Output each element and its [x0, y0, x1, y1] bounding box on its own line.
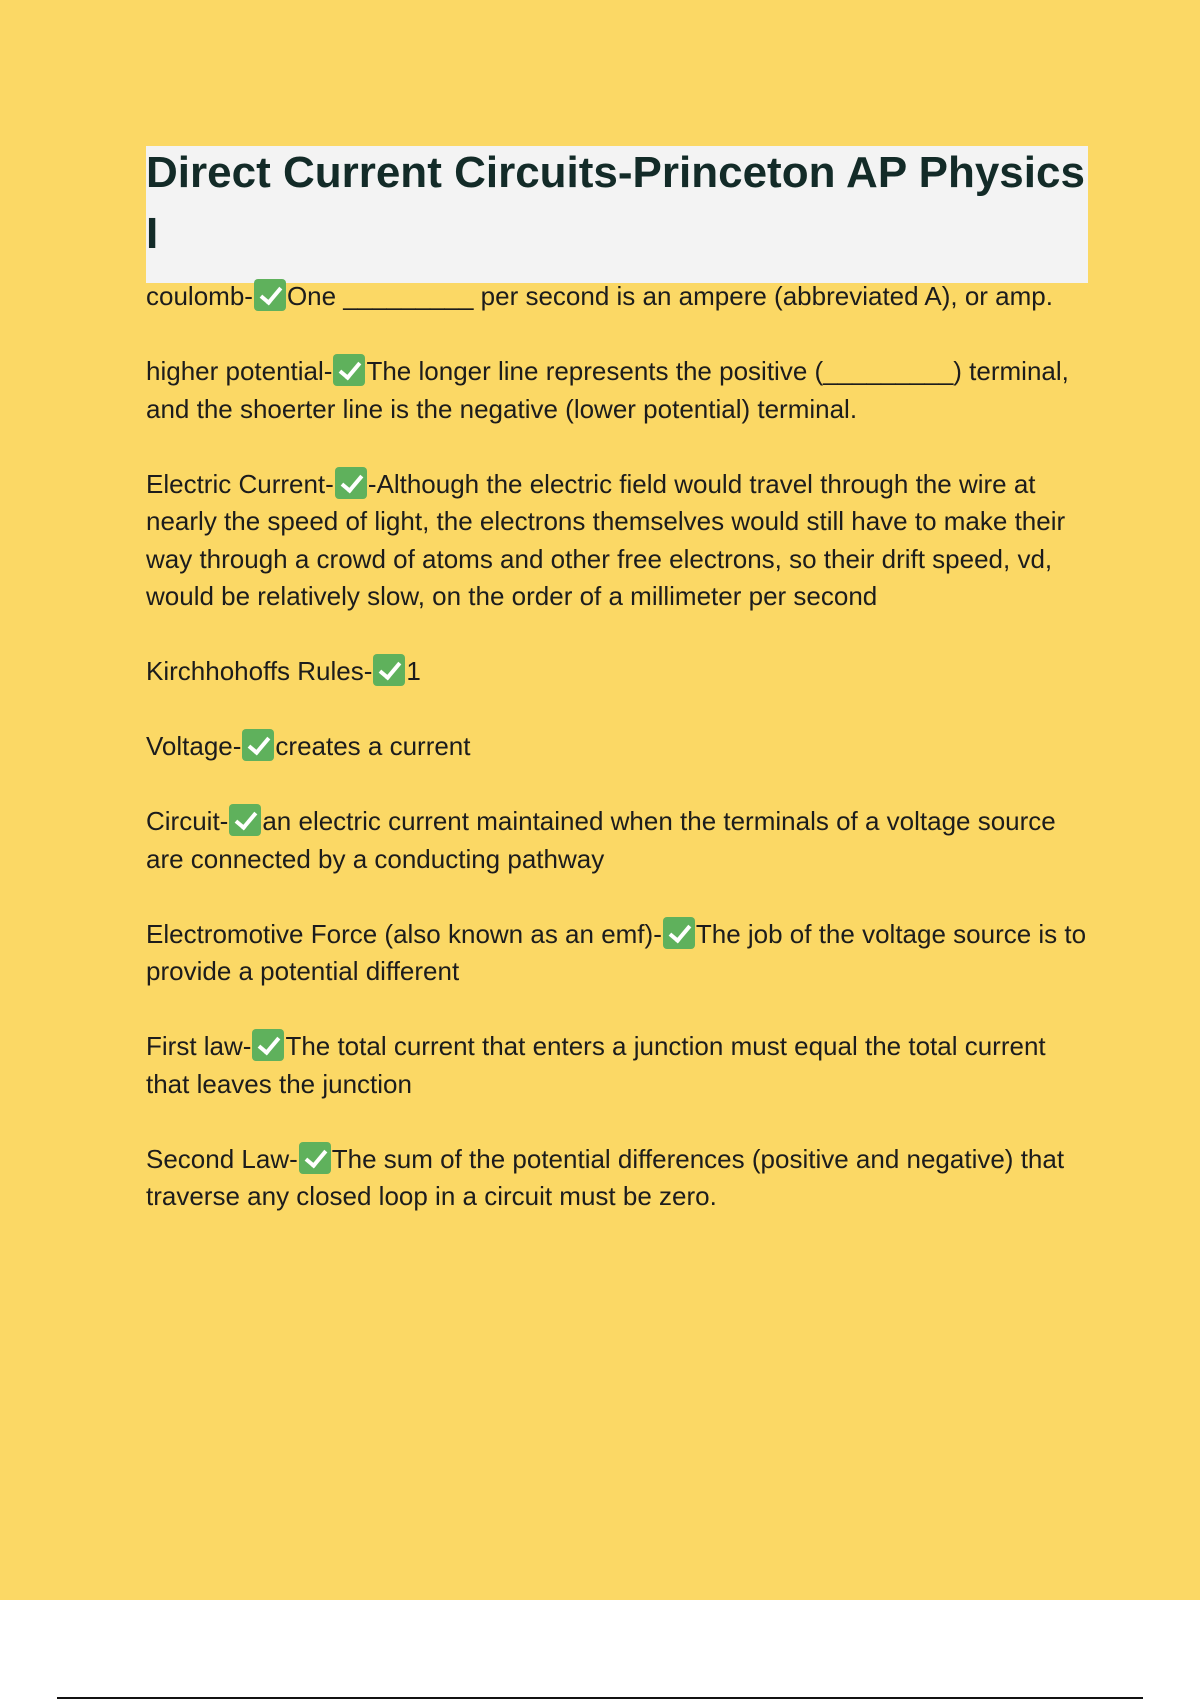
- flashcard-item: [146, 916, 1096, 991]
- card-definition: The sum of the potential differences (positive and negative) that traverse any closed loop in a circuit must be zero.: [146, 1143, 1065, 1211]
- check-mark-icon: [229, 804, 261, 836]
- card-term: Voltage-: [146, 731, 242, 761]
- flashcard-item: [146, 728, 1096, 766]
- check-mark-icon: [373, 654, 405, 686]
- footer-rule: [57, 1697, 1143, 1699]
- flashcard-item: [146, 466, 1096, 616]
- card-term: Electromotive Force (also known as an emf)-: [146, 918, 662, 949]
- check-mark-icon: [333, 354, 365, 386]
- flashcard-list: [146, 278, 1096, 1253]
- card-term: higher potential-: [146, 356, 333, 386]
- card-definition: The job of the voltage source is to provide a potential different: [146, 918, 1087, 986]
- card-term: coulomb-: [146, 281, 253, 311]
- card-definition: The longer line represents the positive (_________) terminal, and the shoerter line is the negative (lower potential) terminal.: [146, 356, 1069, 424]
- page-title: Direct Current Circuits-Princeton AP Physics I: [146, 148, 1085, 258]
- check-mark-icon: [252, 1029, 284, 1061]
- flashcard-item: [146, 278, 1096, 316]
- check-mark-icon: [242, 729, 274, 761]
- check-mark-icon: [254, 279, 286, 311]
- flashcard-item: [146, 653, 1096, 691]
- card-term: First law-: [146, 1031, 252, 1061]
- card-definition: The total current that enters a junction must equal the total current that leaves the junction: [146, 1031, 1046, 1099]
- check-mark-icon: [663, 917, 695, 949]
- flashcard-item: [146, 353, 1096, 428]
- flashcard-item: [146, 1141, 1096, 1216]
- check-mark-icon: [299, 1142, 331, 1174]
- card-definition: an electric current maintained when the terminals of a voltage source are connected by a conducting pathway: [146, 806, 1056, 874]
- check-mark-icon: [335, 467, 367, 499]
- card-definition: -Although the electric field would travel through the wire at nearly the speed of light, the electrons themselves would still have to make their way through a crowd of atoms and other free electrons, so their drift speed, vd, would be relatively slow, on the order of a millimeter per second: [146, 468, 1066, 611]
- card-term: Second Law-: [146, 1143, 298, 1174]
- card-term: Electric Current-: [146, 468, 334, 499]
- flashcard-item: [146, 803, 1096, 878]
- flashcard-item: [146, 1028, 1096, 1103]
- card-definition: creates a current: [275, 731, 471, 761]
- card-definition: 1: [406, 656, 421, 686]
- card-term: Circuit-: [146, 806, 229, 836]
- card-term: Kirchhohoffs Rules-: [146, 656, 373, 686]
- card-definition: One _________ per second is an ampere (abbreviated A), or amp.: [286, 281, 1053, 311]
